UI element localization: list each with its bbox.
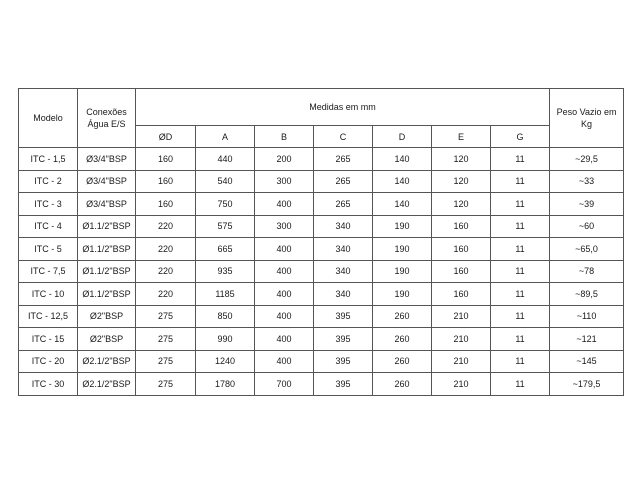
cell-conexao: Ø2"BSP: [78, 328, 136, 351]
cell-a: 1240: [196, 350, 255, 373]
header-row-top: [19, 89, 624, 126]
cell-d: 190: [373, 215, 432, 238]
cell-e: 120: [432, 193, 491, 216]
cell-b: 400: [255, 350, 314, 373]
cell-modelo: ITC - 10: [19, 283, 78, 306]
cell-a: 935: [196, 260, 255, 283]
cell-d: 140: [373, 148, 432, 171]
cell-g: 11: [491, 283, 550, 306]
cell-b: 700: [255, 373, 314, 396]
cell-c: 395: [314, 305, 373, 328]
cell-d: 190: [373, 238, 432, 261]
cell-od: 275: [136, 373, 196, 396]
cell-d: 260: [373, 328, 432, 351]
table-row: [19, 350, 624, 373]
header-conexoes: Conexões Água E/S: [78, 89, 136, 148]
table-row: [19, 215, 624, 238]
table-row: [19, 238, 624, 261]
cell-a: 750: [196, 193, 255, 216]
cell-modelo: ITC - 15: [19, 328, 78, 351]
header-dim-e: E: [432, 126, 491, 148]
cell-modelo: ITC - 7,5: [19, 260, 78, 283]
cell-e: 120: [432, 148, 491, 171]
cell-g: 11: [491, 328, 550, 351]
cell-od: 160: [136, 148, 196, 171]
cell-peso: ~39: [550, 193, 624, 216]
cell-c: 340: [314, 238, 373, 261]
cell-od: 160: [136, 170, 196, 193]
header-dim-a: A: [196, 126, 255, 148]
table-row: [19, 373, 624, 396]
cell-a: 990: [196, 328, 255, 351]
cell-od: 220: [136, 283, 196, 306]
table-row: [19, 193, 624, 216]
cell-peso: ~89,5: [550, 283, 624, 306]
table-row: [19, 305, 624, 328]
cell-conexao: Ø3/4"BSP: [78, 170, 136, 193]
cell-e: 210: [432, 305, 491, 328]
cell-peso: ~121: [550, 328, 624, 351]
header-dim-d: D: [373, 126, 432, 148]
cell-b: 400: [255, 328, 314, 351]
cell-modelo: ITC - 12,5: [19, 305, 78, 328]
cell-a: 575: [196, 215, 255, 238]
cell-b: 300: [255, 170, 314, 193]
cell-g: 11: [491, 238, 550, 261]
cell-c: 395: [314, 328, 373, 351]
cell-od: 220: [136, 215, 196, 238]
cell-c: 265: [314, 193, 373, 216]
cell-peso: ~179,5: [550, 373, 624, 396]
cell-modelo: ITC - 30: [19, 373, 78, 396]
cell-c: 340: [314, 260, 373, 283]
cell-conexao: Ø1.1/2"BSP: [78, 215, 136, 238]
cell-modelo: ITC - 4: [19, 215, 78, 238]
table-row: [19, 148, 624, 171]
cell-peso: ~78: [550, 260, 624, 283]
cell-a: 665: [196, 238, 255, 261]
cell-e: 210: [432, 373, 491, 396]
table-row: [19, 328, 624, 351]
cell-c: 340: [314, 283, 373, 306]
cell-e: 160: [432, 215, 491, 238]
cell-a: 1185: [196, 283, 255, 306]
header-medidas: Medidas em mm: [136, 89, 550, 126]
header-dim-g: G: [491, 126, 550, 148]
cell-modelo: ITC - 1,5: [19, 148, 78, 171]
table-row: [19, 283, 624, 306]
cell-b: 400: [255, 260, 314, 283]
specification-table: [18, 88, 624, 396]
cell-conexao: Ø2"BSP: [78, 305, 136, 328]
cell-peso: ~29,5: [550, 148, 624, 171]
table-body: [19, 148, 624, 396]
cell-b: 400: [255, 283, 314, 306]
cell-modelo: ITC - 3: [19, 193, 78, 216]
cell-c: 265: [314, 148, 373, 171]
cell-peso: ~60: [550, 215, 624, 238]
cell-c: 395: [314, 373, 373, 396]
cell-a: 850: [196, 305, 255, 328]
cell-d: 260: [373, 373, 432, 396]
cell-modelo: ITC - 5: [19, 238, 78, 261]
cell-modelo: ITC - 2: [19, 170, 78, 193]
cell-d: 260: [373, 350, 432, 373]
cell-c: 265: [314, 170, 373, 193]
cell-d: 190: [373, 283, 432, 306]
cell-conexao: Ø3/4"BSP: [78, 148, 136, 171]
cell-peso: ~65,0: [550, 238, 624, 261]
cell-b: 400: [255, 305, 314, 328]
cell-od: 220: [136, 238, 196, 261]
header-modelo: Modelo: [19, 89, 78, 148]
header-dim-c: C: [314, 126, 373, 148]
cell-a: 1780: [196, 373, 255, 396]
cell-g: 11: [491, 350, 550, 373]
cell-e: 210: [432, 350, 491, 373]
cell-od: 160: [136, 193, 196, 216]
cell-d: 190: [373, 260, 432, 283]
table-row: [19, 170, 624, 193]
cell-c: 395: [314, 350, 373, 373]
cell-od: 220: [136, 260, 196, 283]
cell-a: 440: [196, 148, 255, 171]
cell-od: 275: [136, 350, 196, 373]
cell-peso: ~33: [550, 170, 624, 193]
cell-conexao: Ø2.1/2"BSP: [78, 350, 136, 373]
cell-e: 120: [432, 170, 491, 193]
cell-g: 11: [491, 170, 550, 193]
cell-b: 400: [255, 238, 314, 261]
table-row: [19, 260, 624, 283]
cell-b: 200: [255, 148, 314, 171]
cell-b: 300: [255, 215, 314, 238]
header-dim-od: ØD: [136, 126, 196, 148]
cell-conexao: Ø1.1/2"BSP: [78, 283, 136, 306]
cell-g: 11: [491, 373, 550, 396]
cell-peso: ~110: [550, 305, 624, 328]
cell-e: 160: [432, 238, 491, 261]
cell-conexao: Ø3/4"BSP: [78, 193, 136, 216]
cell-conexao: Ø2.1/2"BSP: [78, 373, 136, 396]
cell-d: 140: [373, 193, 432, 216]
cell-e: 160: [432, 283, 491, 306]
cell-d: 260: [373, 305, 432, 328]
cell-conexao: Ø1.1/2"BSP: [78, 238, 136, 261]
cell-c: 340: [314, 215, 373, 238]
cell-d: 140: [373, 170, 432, 193]
cell-a: 540: [196, 170, 255, 193]
cell-g: 11: [491, 193, 550, 216]
header-peso: Peso Vazio em Kg: [550, 89, 624, 148]
header-dim-b: B: [255, 126, 314, 148]
cell-e: 210: [432, 328, 491, 351]
cell-g: 11: [491, 148, 550, 171]
cell-peso: ~145: [550, 350, 624, 373]
cell-g: 11: [491, 305, 550, 328]
cell-modelo: ITC - 20: [19, 350, 78, 373]
cell-conexao: Ø1.1/2"BSP: [78, 260, 136, 283]
cell-od: 275: [136, 305, 196, 328]
cell-g: 11: [491, 215, 550, 238]
cell-e: 160: [432, 260, 491, 283]
cell-g: 11: [491, 260, 550, 283]
cell-od: 275: [136, 328, 196, 351]
cell-b: 400: [255, 193, 314, 216]
